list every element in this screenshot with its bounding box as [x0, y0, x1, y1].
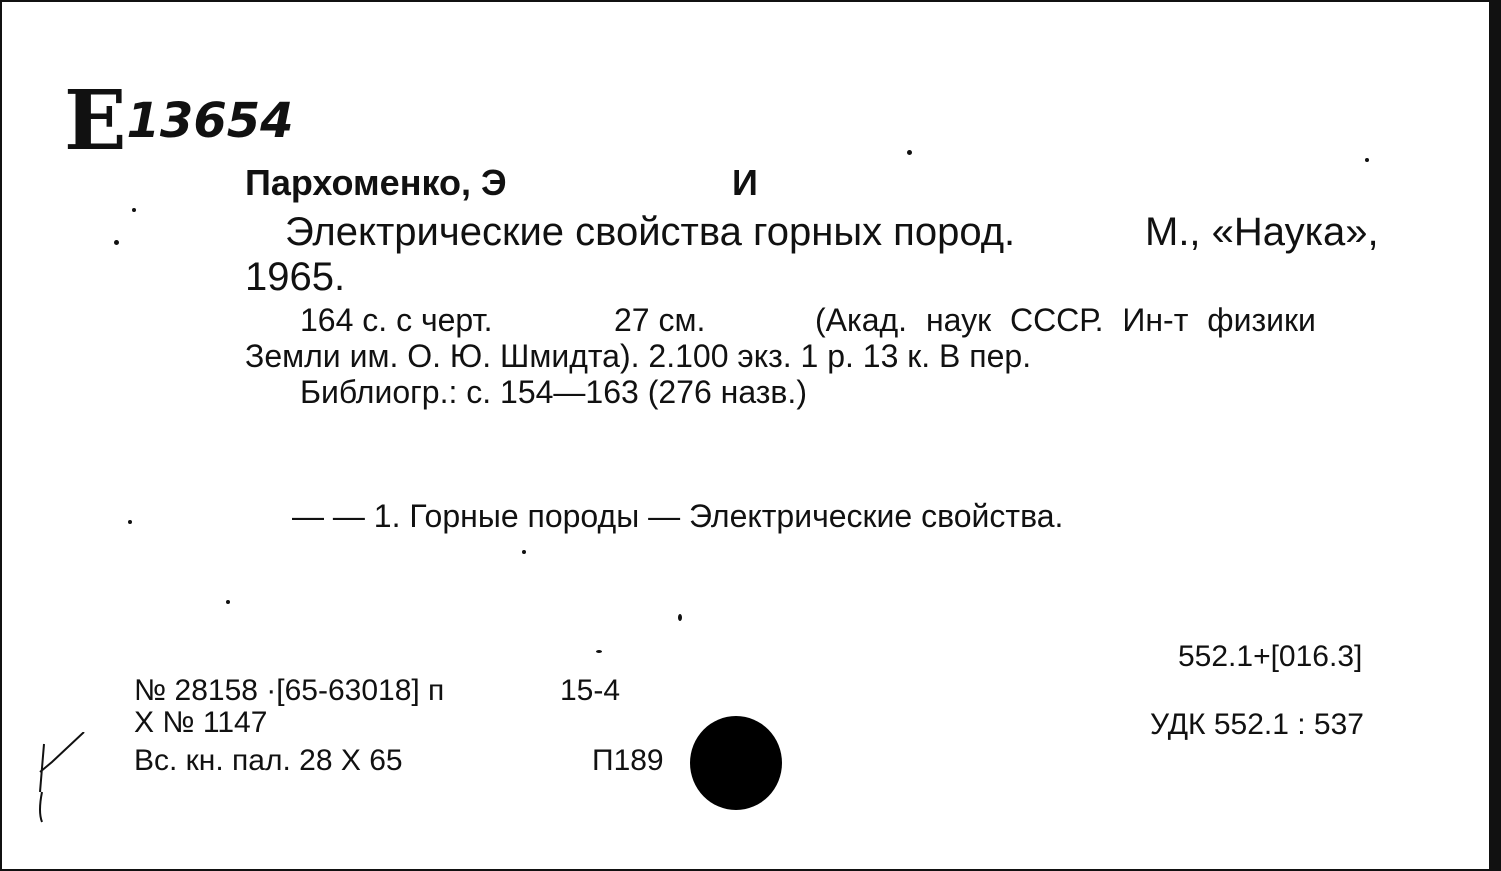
print-code: П189	[592, 744, 664, 777]
publisher: М., «Наука»,	[1145, 210, 1379, 254]
speck	[678, 614, 682, 621]
call-number-letter: Е	[64, 73, 125, 169]
speck	[522, 550, 526, 554]
speck	[114, 240, 119, 245]
speck	[128, 520, 132, 524]
punched-hole	[690, 716, 782, 810]
card-edge-band	[1489, 2, 1499, 869]
author-initial: И	[732, 162, 758, 203]
registration-number: № 28158 ·[65-63018] п	[134, 674, 445, 707]
book-size: 27 см.	[614, 302, 706, 338]
subject-heading: — — 1. Горные породы — Электрические свойства.	[292, 498, 1064, 534]
speck	[907, 150, 912, 155]
speck	[132, 208, 136, 212]
physical-description: 164 с. с черт.	[300, 302, 493, 338]
inventory-number: Х № 1147	[134, 706, 268, 739]
classification-code: 552.1+[016.3]	[1178, 640, 1363, 673]
handwritten-mark	[32, 732, 92, 832]
print-info: Вс. кн. пал. 28 Х 65	[134, 744, 403, 777]
bibliography-note: Библиогр.: с. 154—163 (276 назв.)	[300, 374, 807, 410]
author-name: Пархоменко, Э	[245, 162, 507, 203]
speck	[596, 650, 602, 653]
registration-number-suffix: 15-4	[560, 674, 621, 707]
call-number-digits: 13654	[126, 93, 294, 149]
speck	[226, 600, 230, 604]
call-number	[64, 73, 294, 169]
series-note-line1: (Акад. наук СССР. Ин-т физики	[815, 302, 1316, 338]
publication-year: 1965.	[245, 255, 346, 299]
udc-code: УДК 552.1 : 537	[1150, 708, 1364, 741]
speck	[1365, 158, 1369, 162]
book-title: Электрические свойства горных пород.	[285, 210, 1016, 254]
series-note-line2: Земли им. О. Ю. Шмидта). 2.100 экз. 1 р. 13 к. В пер.	[245, 338, 1032, 374]
